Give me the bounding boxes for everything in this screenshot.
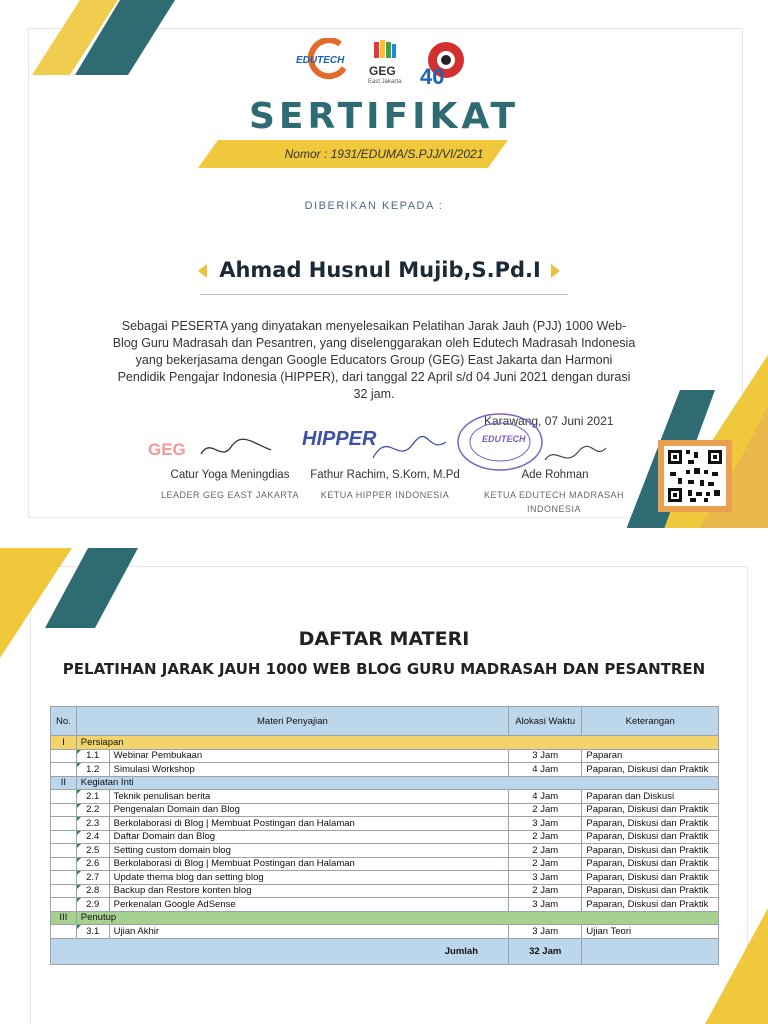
header-alokasi: Alokasi Waktu <box>509 707 582 736</box>
name-right-arrow-icon <box>551 264 560 278</box>
materials-table <box>50 706 719 965</box>
row-materi: Setting custom domain blog <box>109 844 508 858</box>
total-label: Jumlah <box>51 938 509 964</box>
table-row <box>51 844 719 858</box>
row-keterangan: Paparan, Diskusi dan Praktik <box>582 857 719 871</box>
certificate-title: SERTIFIKAT <box>248 96 520 137</box>
anniversary-gear-logo-icon <box>418 38 468 88</box>
row-no: 1.1 <box>76 749 109 763</box>
signatory-role-2: KETUA HIPPER INDONESIA <box>320 490 450 500</box>
section-row <box>51 736 719 750</box>
materials-page <box>0 548 768 1024</box>
section-row <box>51 776 719 790</box>
row-materi: Teknik penulisan berita <box>109 790 508 804</box>
table-row <box>51 884 719 898</box>
row-materi: Perkenalan Google AdSense <box>109 898 508 912</box>
row-waktu: 3 Jam <box>509 817 582 831</box>
place-date: Karawang, 07 Juni 2021 <box>484 414 614 428</box>
row-no: 1.2 <box>76 763 109 777</box>
table-row <box>51 803 719 817</box>
row-keterangan: Paparan, Diskusi dan Praktik <box>582 898 719 912</box>
signatory-name-1: Catur Yoga Meningdias <box>170 469 290 481</box>
signature-1 <box>196 432 276 466</box>
section-no: II <box>51 776 77 790</box>
row-keterangan: Paparan dan Diskusi <box>582 790 719 804</box>
signatory-role-1: LEADER GEG EAST JAKARTA <box>160 490 300 500</box>
section-label: Kegiatan Inti <box>76 776 718 790</box>
section-no: III <box>51 911 77 925</box>
row-materi: Berkolaborasi di Blog | Membuat Postingan dan Halaman <box>109 857 508 871</box>
table-header-row <box>51 707 719 736</box>
row-materi: Backup dan Restore konten blog <box>109 884 508 898</box>
table-row <box>51 871 719 885</box>
signature-2 <box>368 430 448 466</box>
row-materi: Update thema blog dan setting blog <box>109 871 508 885</box>
hipper-stamp: HIPPER <box>302 428 377 450</box>
row-keterangan: Paparan, Diskusi dan Praktik <box>582 803 719 817</box>
edutech-logo-text: EDUTECH <box>296 55 345 66</box>
row-waktu: 4 Jam <box>509 763 582 777</box>
row-keterangan: Paparan, Diskusi dan Praktik <box>582 844 719 858</box>
row-materi: Berkolaborasi di Blog | Membuat Postingan dan Halaman <box>109 817 508 831</box>
row-materi: Daftar Domain dan Blog <box>109 830 508 844</box>
section-label: Penutup <box>76 911 718 925</box>
table-row <box>51 763 719 777</box>
given-to-label: DIBERIKAN KEPADA : <box>304 200 444 212</box>
row-materi: Simulasi Workshop <box>109 763 508 777</box>
table-row <box>51 925 719 939</box>
geg-stamp: GEG <box>148 440 186 459</box>
recipient-name: Ahmad Husnul Mujib,S.Pd.I <box>219 258 541 282</box>
row-no: 3.1 <box>76 925 109 939</box>
row-keterangan: Paparan, Diskusi dan Praktik <box>582 884 719 898</box>
header-materi: Materi Penyajian <box>76 707 508 736</box>
table-row <box>51 790 719 804</box>
row-keterangan: Paparan, Diskusi dan Praktik <box>582 817 719 831</box>
table-row <box>51 817 719 831</box>
row-keterangan: Paparan, Diskusi dan Praktik <box>582 830 719 844</box>
section-row <box>51 911 719 925</box>
row-no: 2.7 <box>76 871 109 885</box>
row-no: 2.5 <box>76 844 109 858</box>
edutech-seal-text: EDUTECH <box>482 434 526 444</box>
table-row <box>51 857 719 871</box>
table-row <box>51 898 719 912</box>
row-waktu: 4 Jam <box>509 790 582 804</box>
table-row <box>51 830 719 844</box>
total-value: 32 Jam <box>509 938 582 964</box>
row-materi: Ujian Akhir <box>109 925 508 939</box>
signatory-name-2: Fathur Rachim, S.Kom, M.Pd <box>310 469 460 481</box>
row-no: 2.9 <box>76 898 109 912</box>
row-waktu: 3 Jam <box>509 749 582 763</box>
row-waktu: 2 Jam <box>509 857 582 871</box>
table-row <box>51 749 719 763</box>
row-keterangan: Ujian Teori <box>582 925 719 939</box>
row-waktu: 2 Jam <box>509 830 582 844</box>
section-no: I <box>51 736 77 750</box>
geg-logo-subtext: East Jakarta <box>368 79 402 85</box>
certificate-number: Nomor : 1931/EDUMA/S.PJJ/VI/2021 <box>284 147 484 161</box>
geg-logo-text: GEG <box>369 64 396 78</box>
row-waktu: 3 Jam <box>509 925 582 939</box>
row-keterangan: Paparan <box>582 749 719 763</box>
svg-text:40: 40 <box>420 64 445 88</box>
row-materi: Webinar Pembukaan <box>109 749 508 763</box>
materials-title: DAFTAR MATERI <box>298 628 470 650</box>
total-row <box>51 938 719 964</box>
signatory-role-3: KETUA EDUTECH MADRASAH INDONESIA <box>483 490 625 514</box>
row-no: 2.3 <box>76 817 109 831</box>
qr-code-icon <box>658 440 732 512</box>
name-underline <box>200 294 568 295</box>
header-no: No. <box>51 707 77 736</box>
row-waktu: 2 Jam <box>509 884 582 898</box>
materials-subtitle: PELATIHAN JARAK JAUH 1000 WEB BLOG GURU MADRASAH DAN PESANTREN <box>62 660 706 678</box>
row-waktu: 3 Jam <box>509 898 582 912</box>
row-waktu: 2 Jam <box>509 803 582 817</box>
row-keterangan: Paparan, Diskusi dan Praktik <box>582 763 719 777</box>
certificate-body-text: Sebagai PESERTA yang dinyatakan menyelesaikan Pelatihan Jarak Jauh (PJJ) 1000 Web-Blog Guru Madrasah dan Pesantren, yang diselenggarakan oleh Edutech Madrasah Indonesia yang bekerjasama dengan Google Educators Group (GEG) East Jakarta dan Harmoni Pendidik Pengajar Indonesia (HIPPER), dari tanggal 22 April s/d 04 Juni 2021 dengan durasi 32 jam. <box>112 319 636 401</box>
row-no: 2.6 <box>76 857 109 871</box>
row-waktu: 3 Jam <box>509 871 582 885</box>
header-keterangan: Keterangan <box>582 707 719 736</box>
signatory-name-3: Ade Rohman <box>521 469 589 481</box>
section-label: Persiapan <box>76 736 718 750</box>
row-no: 2.2 <box>76 803 109 817</box>
signature-3 <box>540 440 610 470</box>
row-waktu: 2 Jam <box>509 844 582 858</box>
row-no: 2.4 <box>76 830 109 844</box>
row-no: 2.8 <box>76 884 109 898</box>
geg-logo-icon <box>372 38 398 62</box>
row-keterangan: Paparan, Diskusi dan Praktik <box>582 871 719 885</box>
row-no: 2.1 <box>76 790 109 804</box>
row-materi: Pengenalan Domain dan Blog <box>109 803 508 817</box>
